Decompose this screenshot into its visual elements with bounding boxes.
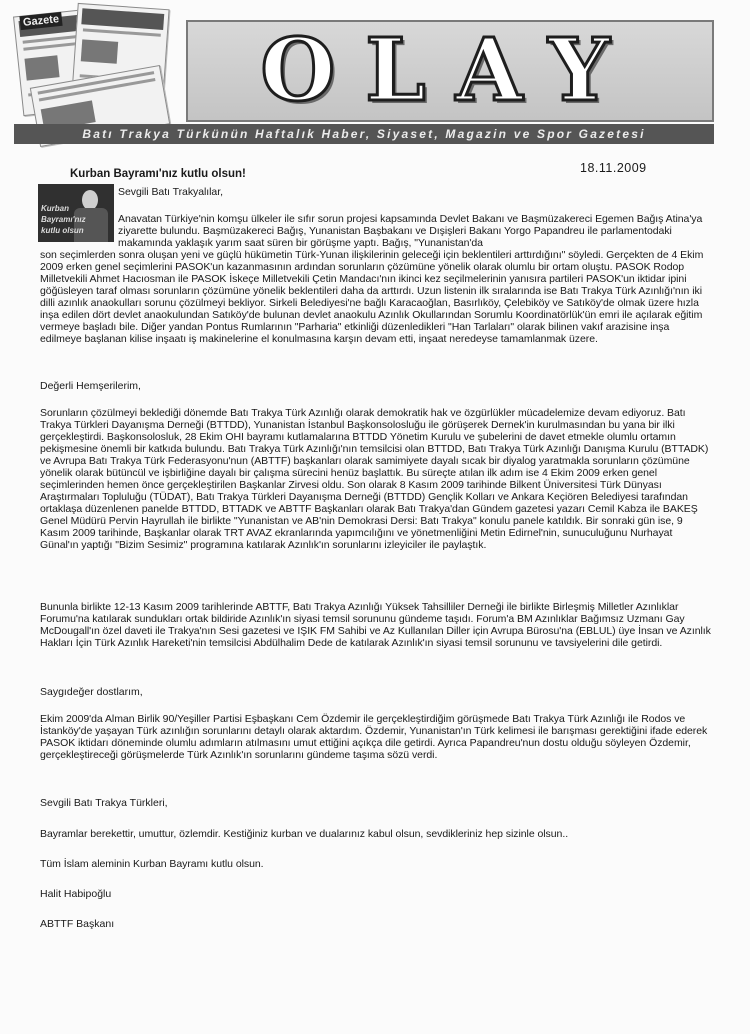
- logo-panel: [186, 20, 714, 122]
- paragraph-5: [40, 828, 712, 840]
- paragraph-1-intro: [118, 213, 712, 249]
- photo-caption-line: Kurban: [41, 204, 69, 213]
- paragraph-text: Tüm İslam aleminin Kurban Bayramı kutlu olsun.: [40, 858, 264, 870]
- photo-body: [74, 208, 108, 242]
- author-photo: [38, 184, 114, 242]
- newspaper-logo: OLAY: [260, 20, 640, 121]
- photo-caption-line: Bayramı'nız: [41, 215, 86, 224]
- paragraph-1: [40, 249, 712, 345]
- paragraph-4: [40, 713, 712, 761]
- salutation: Değerli Hemşerilerim,: [40, 380, 141, 392]
- paragraph-2: [40, 407, 712, 551]
- paragraph-text: Bayramlar berekettir, umuttur, özlemdir. Kestiğiniz kurban ve dualarınız kabul olsun, sevdikleriniz hep sizinle olsun..: [40, 828, 569, 840]
- collage-tag: Gazete: [19, 12, 62, 30]
- masthead: [14, 6, 714, 151]
- salutation: Saygıdeğer dostlarım,: [40, 686, 143, 698]
- paragraph-6: [40, 858, 712, 870]
- signature-name: Halit Habipoğlu: [40, 888, 112, 900]
- paragraph-text: son seçimlerden sonra oluşan yeni ve güçlü hükümetin Türk-Yunan ilişkilerinin geleceği için beklentileri arttırdığını" söyledi. Gerçekten de 4 Ekim 2009 erken genel seçimlerini PASOK'un kazanmasının ardından sorunların çözümüne yönelik olarak olumlu bir ortam oluştu. PASOK Rodop Milletvekili Ahmet Hacıosman ile PASOK İskeçe Milletvekili Çetin Mandacı'nın ikinci kez seçilmelerinin yanısıra partileri PASOK'un iktidar ipini göğüsleyen taraf olması sorunların çözümüne yönelik beklentileri daha da arttırdı. Uzun listenin ilk sıralarında ise Batı Trakya Türk Azınlığı'nın iki dilli azınlık anaokulları sorunu çözülmeyi bekliyor. Sirkeli Belediyesi'ne bağlı Karacaoğlan, Basırlıköy, Çelebiköy ve Satıköy'de olmak üzere hızla inşa edilen dört devlet anaokulundan Satıköy'de bulunan devlet anaokulu Azınlık Okullarından Sorumlu Koordinatörlük'ün emri ile açılarak eğitim vermeye başladı bile. Diğer yandan Pontus Rumlarının "Parharia" etkinliği düzenledikleri "Han Tarlaları" olarak bilinen vakıf arazisine inşa edilmeye başlanan kilise inşaatı iş makinelerine el konulmasına karşın devam etti, inşaat neredeyse tamamlanmak üzere.: [40, 249, 704, 345]
- paragraph-text: Bununla birlikte 12-13 Kasım 2009 tarihlerinde ABTTF, Batı Trakya Azınlığı Yüksek Tahsilliler Derneği ile birlikte Birleşmiş Milletler Azınlıklar Forumu'na katılarak sundukları ortak bildiride Azınlık'ın siyasi temsil sorununu gündeme taşıdı. Forum'a BM Azınlıklar Bağımsız Uzmanı Gay McDougall'ın özel daveti ile Trakya'nın Sesi gazetesi ve IŞIK FM Sahibi ve Az Kullanılan Diller için Avrupa Bürosu'na (EBLUL) üye İnsan ve Azınlık Hakları İçin Türk Azınlık Hareketi'nin temsilcisi Abdülhalim Dede de katılarak Azınlık'ın siyasi temsil sorununu ve tavsiyelerini dile getirdi.: [40, 601, 711, 649]
- greeting: Sevgili Batı Trakyalılar,: [118, 186, 223, 198]
- paragraph-text: Sorunların çözülmeyi beklediği dönemde Batı Trakya Türk Azınlığı olarak demokratik hak ve özgürlükler mücadelemize devam ediyoruz. Batı Trakya Türkleri Dayanışma Derneği (BTTDD), Yunanistan İstanbul Başkonsolosluğu ile görüşerek Dernek'in kurulmasından bu yana bir ilki gerçekleştirdi. Başkonsolosluk, 28 Ekim OHI bayramı kutlamalarına BTTDD Yönetim Kurulu ve şubelerini de davet etmekle olumlu ortamın pekişmesine önemli bir katkıda bulundu. Batı Trakya Türk Azınlığı'nın temsilcisi olan BTTDD, Batı Trakya Türk Azınlığı Danışma Kurulu (BTTADK) ve Avrupa Batı Trakya Türk Federasyonu'nun (ABTTF) başkanları olarak samimiyete dayalı sıcak bir diyalog yaratmakla sorunların çözümüne yönelik olarak bütüncül ve işbirliğine dayalı bir çalışma sürecini henüz başlattık. Bu süreçte atılan ilk adım ise 4 Ekim 2009 erken genel seçimlerinden hemen önce gerçekleştirilen Başkanlar Zirvesi oldu. Son olarak 8 Kasım 2009 tarihinde Bilkent Üniversitesi Türk Dünyası Araştırmaları Topluluğu (TÜDAT), Batı Trakya Türkleri Dayanışma Derneği (BTTDD) Gençlik Kolları ve Ankara Keçiören Belediyesi tarafından ortaklaşa düzenlenen panelde BTTDD, BTTADK ve ABTTF Başkanları olarak Batı Trakya'dan Gündem gazetesi yazarı Cemil Kabza ile BAKEŞ Genel Müdürü Pervin Hayrullah ile birlikte "Yunanistan ve AB'nin Demokrasi Dersi: Batı Trakya" konulu panele katıldık. Bir sonraki gün ise, 9 Kasım 2009 tarihinde, Başkanlar olarak TRT AVAZ ekranlarında yapımcılığını ve yönetmenliğini Metin Edirnel'nin, sunuculuğunu Nurhayat Günal'ın yaptığı "Bizim Sesimiz" programına katılarak Azınlık'ın sorunlarını izleyiciler ile paylaştık.: [40, 407, 709, 551]
- signature-title: ABTTF Başkanı: [40, 918, 115, 930]
- paragraph-3: [40, 601, 712, 649]
- letter-date: 18.11.2009: [580, 161, 647, 175]
- masthead-tagline: Batı Trakya Türkünün Haftalık Haber, Siyaset, Magazin ve Spor Gazetesi: [14, 124, 714, 144]
- paragraph-text: Ekim 2009'da Alman Birlik 90/Yeşiller Partisi Eşbaşkanı Cem Özdemir ile gerçekleştirdiğim görüşmede Batı Trakya Türk Azınlığı ile Rodos ve İstanköy'de yaşayan Türk azınlığın sorunlarını detaylı olarak aktardım. Özdemir, Yunanistan'ın Türk kelimesi ile barışması gerektiğini ifade ederek PASOK iktidarı döneminde olumlu adımların atılmasını umut ettiğini açıkça dile getirdi. Ayrıca Papandreu'nun dostu olduğu söyleyen Özdemir, gerçekleştireceği görüşmelerde Türk Azınlık'ın sorunlarını gündeme taşıma sözü verdi.: [40, 713, 708, 761]
- paragraph-text: Anavatan Türkiye'nin komşu ülkeler ile sıfır sorun projesi kapsamında Devlet Bakanı ve Başmüzakereci Egemen Bağış Atina'ya ziyarette bulundu. Başmüzakereci Bağış, Yunanistan Başbakanı ve Dışişleri Bakanı Yorgo Papandreu ile parlamentodaki makamında yaklaşık yarım saat süren bir görüşme yaptı. Bağış, "Yunanistan'da: [118, 213, 703, 249]
- photo-caption-line: kutlu olsun: [41, 226, 84, 235]
- letter-headline: Kurban Bayramı'nız kutlu olsun!: [70, 168, 246, 180]
- photo-head: [82, 190, 98, 210]
- salutation: Sevgili Batı Trakya Türkleri,: [40, 797, 168, 809]
